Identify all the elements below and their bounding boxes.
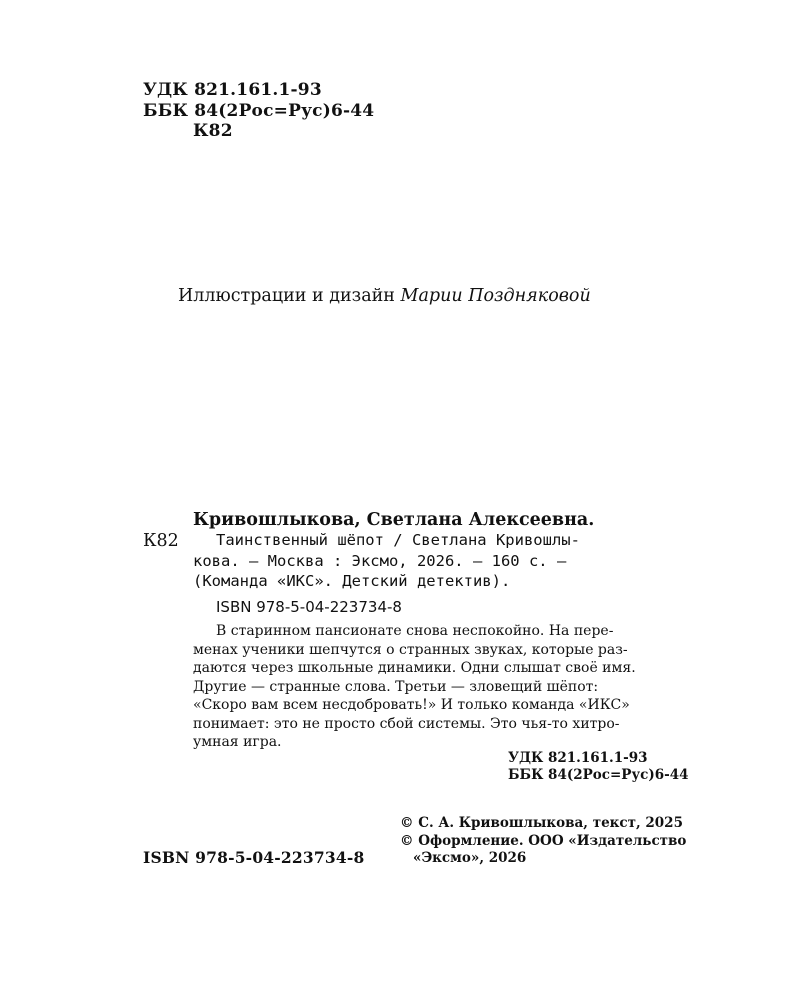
copyright-line: © Оформление. ООО «Издательство — [400, 833, 687, 849]
annotation-line: менах ученики шепчутся о странных звуках, которые раз- — [193, 642, 628, 658]
record-description-line: Таинственный шёпот / Светлана Кривошлы- — [216, 531, 580, 549]
illustrator-name: Марии Поздняковой — [400, 286, 591, 306]
copyright-line: «Эксмо», 2026 — [413, 850, 527, 866]
udk-code: УДК 821.161.1-93 — [143, 80, 322, 100]
isbn-main: ISBN 978-5-04-223734-8 — [143, 848, 365, 867]
record-description-line: кова. — Москва : Эксмо, 2026. — 160 с. — — [193, 552, 567, 570]
illustrations-prefix: Иллюстрации и дизайн — [178, 286, 395, 306]
record-isbn: ISBN 978-5-04-223734-8 — [216, 598, 402, 616]
udk-code-right: УДК 821.161.1-93 — [508, 750, 648, 766]
annotation-line: понимает: это не просто сбой системы. Это чья-то хитро- — [193, 716, 620, 732]
illustrations-credit — [178, 286, 591, 306]
author-mark: К82 — [193, 121, 233, 141]
annotation-line: даются через школьные динамики. Одни слышат своё имя. — [193, 660, 636, 676]
bbk-code-right: ББК 84(2Рос=Рус)6-44 — [508, 767, 689, 783]
bbk-code: ББК 84(2Рос=Рус)6-44 — [143, 101, 375, 121]
record-description-line: (Команда «ИКС». Детский детектив). — [193, 572, 511, 590]
copyright-line: © С. А. Кривошлыкова, текст, 2025 — [400, 815, 683, 831]
annotation-line: умная игра. — [193, 734, 282, 750]
record-author: Кривошлыкова, Светлана Алексеевна. — [193, 510, 595, 530]
annotation-line: Другие — странные слова. Третьи — зловещий шёпот: — [193, 679, 599, 695]
record-margin-mark: К82 — [143, 531, 179, 551]
annotation-line: В старинном пансионате снова неспокойно. На пере- — [216, 623, 614, 639]
annotation-line: «Скоро вам всем несдобровать!» И только команда «ИКС» — [193, 697, 630, 713]
